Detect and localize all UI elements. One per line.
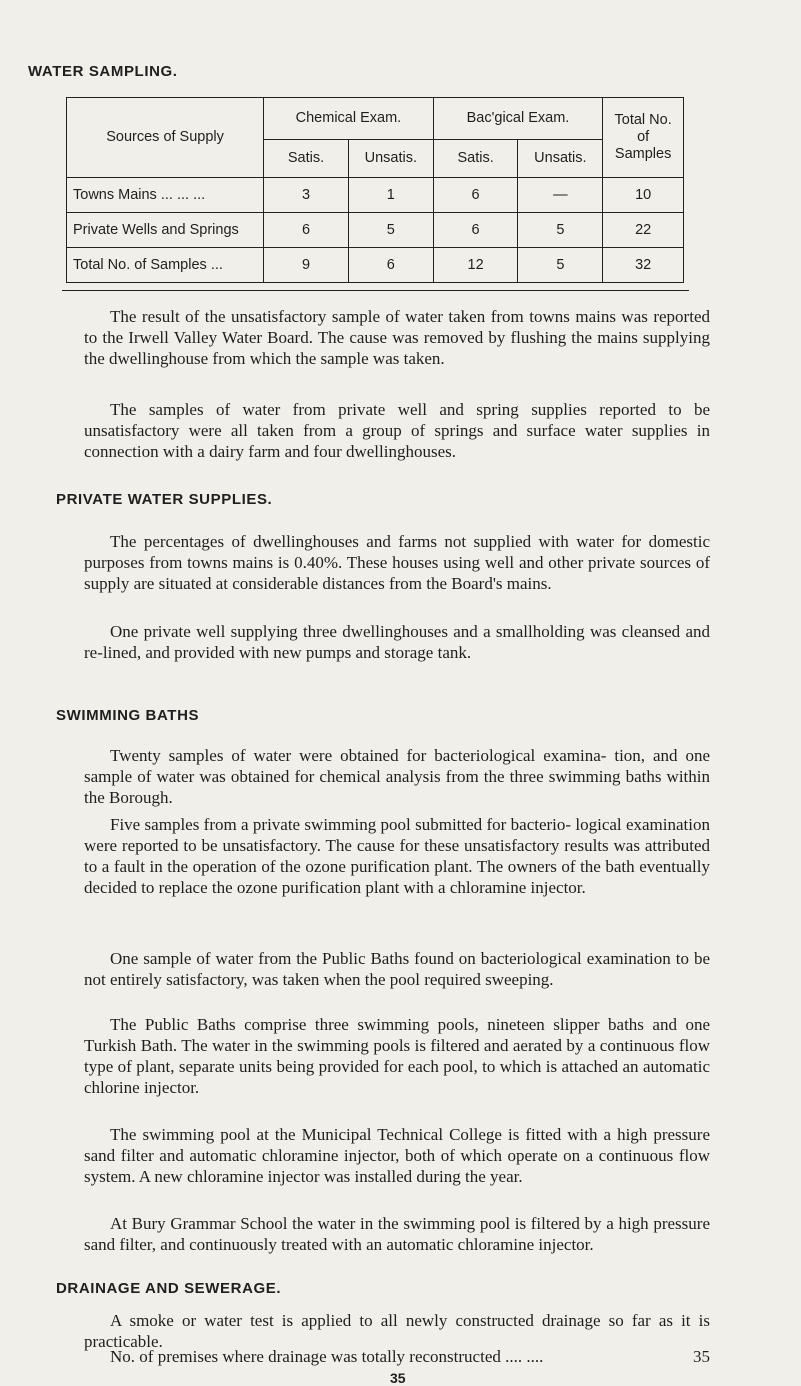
cell-chem-satis: 3	[264, 178, 349, 213]
row-source: Total No. of Samples ...	[67, 248, 264, 283]
cell-bac-unsatis: —	[518, 178, 603, 213]
subheader-chem-unsatis: Unsatis.	[348, 140, 433, 178]
table-bottom-rule	[62, 290, 689, 291]
cell-total: 32	[603, 248, 684, 283]
cell-chem-unsatis: 1	[348, 178, 433, 213]
paragraph-grammar-school: At Bury Grammar School the water in the swimming pool is filtered by a high pressure sand filter, and continuously treated with an automatic chloramine injector.	[84, 1214, 710, 1254]
section-heading-water-sampling: WATER SAMPLING.	[28, 63, 178, 80]
cell-bac-satis: 6	[433, 178, 518, 213]
paragraph-public-baths-plant: The Public Baths comprise three swimming pools, nineteen slipper baths and one Turkish Bath. The water in the swimming pools is filtered and aerated by a continuous flow type of plant, separate units being provided for each pool, to which is attached an automatic chlorine injector.	[84, 1015, 710, 1097]
header-total-samples: Total No. of Samples	[603, 98, 684, 178]
paragraph-twenty-samples: Twenty samples of water were obtained for bacteriological examina- tion, and one sample of water was obtained for chemical analysis from the three swimming baths within the Borough.	[84, 746, 710, 807]
paragraph-private-pool: Five samples from a private swimming pool submitted for bacterio- logical examination were reported to be unsatisfactory. The cause for these unsatisfactory results was attributed to a fault in the operation of the ozone purification plant. The owners of the bath eventually decided to replace the ozone purification plant with a chloramine injector.	[84, 815, 710, 897]
cell-bac-satis: 6	[433, 213, 518, 248]
subheader-bac-satis: Satis.	[433, 140, 518, 178]
subheader-bac-unsatis: Unsatis.	[518, 140, 603, 178]
paragraph-unsatisfactory-springs: The samples of water from private well and spring supplies reported to be unsatisfactory were all taken from a group of springs and surface water supplies in connection with a dairy farm and four dwellinghouses.	[84, 400, 710, 461]
cell-chem-satis: 9	[264, 248, 349, 283]
water-sampling-table	[66, 97, 684, 283]
paragraph-technical-college: The swimming pool at the Municipal Technical College is fitted with a high pressure sand filter and automatic chloramine injector, both of which operate on a continuous flow system. A new chloramine injector was installed during the year.	[84, 1125, 710, 1186]
cell-chem-unsatis: 6	[348, 248, 433, 283]
section-heading-swimming-baths: SWIMMING BATHS	[56, 707, 200, 724]
drainage-count-label: No. of premises where drainage was totally reconstructed .... ....	[110, 1347, 544, 1366]
subheader-chem-satis: Satis.	[264, 140, 349, 178]
cell-bac-unsatis: 5	[518, 213, 603, 248]
cell-chem-unsatis: 5	[348, 213, 433, 248]
section-heading-private-water: PRIVATE WATER SUPPLIES.	[56, 491, 273, 508]
cell-bac-satis: 12	[433, 248, 518, 283]
header-sources: Sources of Supply	[67, 98, 264, 178]
row-source: Towns Mains ... ... ...	[67, 178, 264, 213]
paragraph-public-baths-sample: One sample of water from the Public Baths found on bacteriological examination to be not entirely satisfactory, was taken when the pool required sweeping.	[84, 949, 710, 989]
paragraph-private-well: One private well supplying three dwellinghouses and a smallholding was cleansed and re-lined, and provided with new pumps and storage tank.	[84, 622, 710, 662]
header-bacgical-exam: Bac'gical Exam.	[433, 98, 603, 140]
paragraph-smoke-test: A smoke or water test is applied to all newly constructed drainage so far as it is practicable.	[84, 1311, 710, 1351]
drainage-count-value: 35	[693, 1347, 710, 1366]
row-source: Private Wells and Springs	[67, 213, 264, 248]
paragraph-irwell-valley: The result of the unsatisfactory sample of water taken from towns mains was reported to the Irwell Valley Water Board. The cause was removed by flushing the mains supplying the dwellinghouse from which the sample was taken.	[84, 307, 710, 368]
cell-bac-unsatis: 5	[518, 248, 603, 283]
cell-chem-satis: 6	[264, 213, 349, 248]
cell-total: 10	[603, 178, 684, 213]
drainage-count-line	[110, 1347, 710, 1367]
table-row	[67, 248, 684, 283]
section-heading-drainage: DRAINAGE AND SEWERAGE.	[56, 1280, 282, 1297]
header-chemical-exam: Chemical Exam.	[264, 98, 434, 140]
table-row	[67, 178, 684, 213]
cell-total: 22	[603, 213, 684, 248]
paragraph-percentages: The percentages of dwellinghouses and farms not supplied with water for domestic purposes from towns mains is 0.40%. These houses using well and other private sources of supply are situated at considerable distances from the Board's mains.	[84, 532, 710, 593]
page-number: 35	[390, 1370, 406, 1386]
table-row	[67, 213, 684, 248]
